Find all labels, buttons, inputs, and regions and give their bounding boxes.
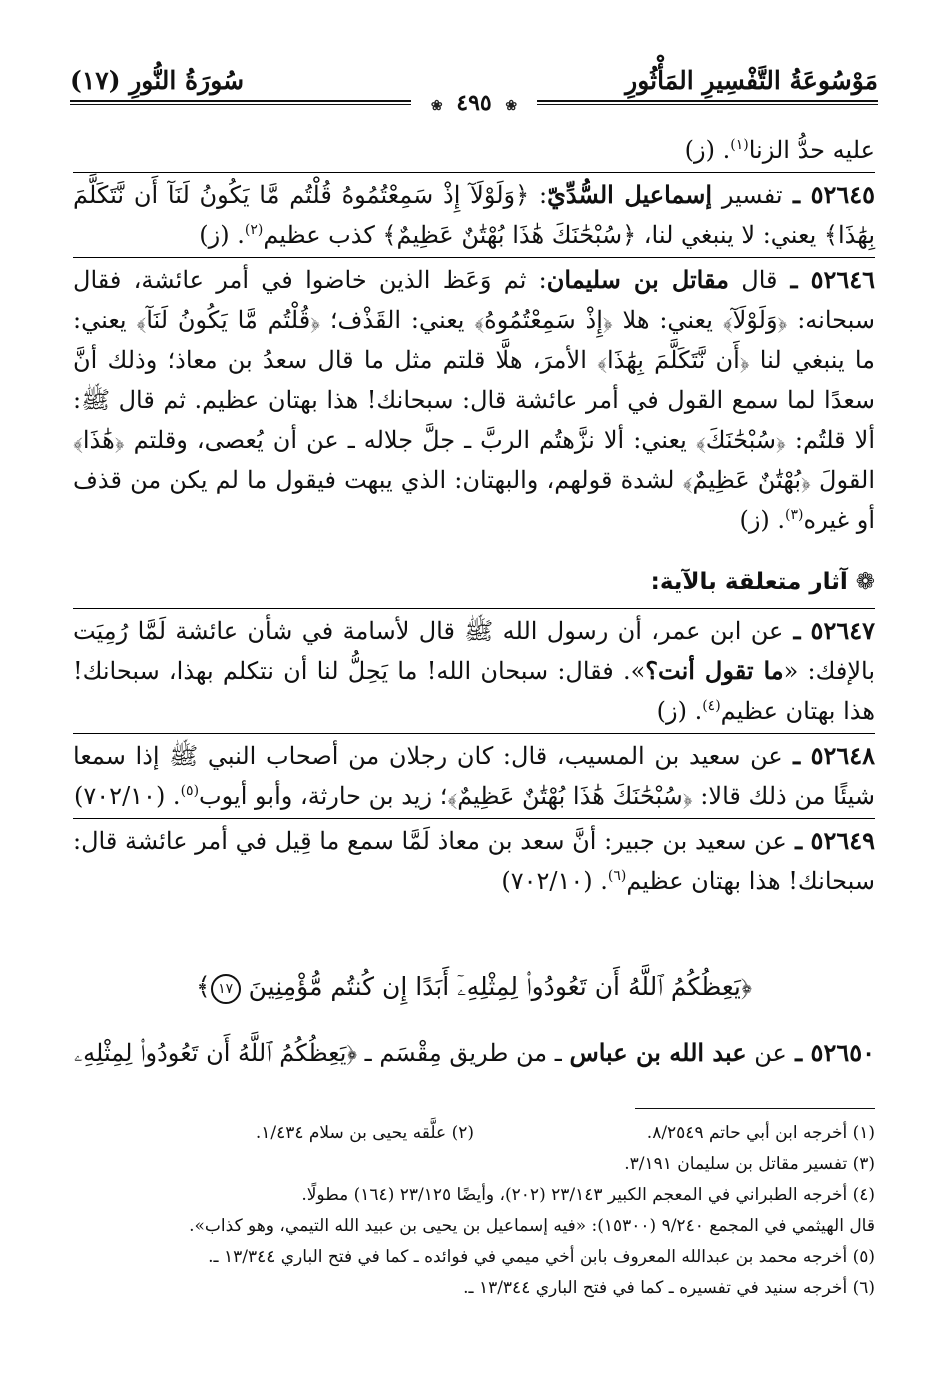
ornament-icon: ❀ [430, 98, 443, 114]
footnote-5: (٥) أخرجه محمد بن عبدالله المعروف بابن أخي ميمي في فوائده ـ كما في فتح الباري ١٣/٣٤٤ ـ. [208, 1247, 875, 1267]
page-number-wrap [0, 90, 948, 116]
ornament-icon: ❀ [505, 98, 518, 114]
text: ـ من طريق مِقْسَم ـ ﴿يَعِظُكُمُ ٱللَّهُ أَن تَعُودُوا۟ لِمِثْلِهِۦ [74, 1039, 570, 1067]
text: . (ز) [739, 506, 786, 534]
footnote-6: (٦) أخرجه سنيد في تفسيره ـ كما في فتح الباري ١٣/٣٤٤ ـ. [463, 1278, 875, 1298]
entry-number: ٥٢٦٤٦ ـ [777, 265, 876, 294]
footnote-ref[interactable]: (٢) [244, 222, 264, 238]
footnote-row [73, 1118, 875, 1149]
text: ». فقال: سبحان الله! ما يَحِلُّ لنا أن نتكلم بهذا، سبحانك! هذا بهتان عظيم [73, 657, 875, 725]
entry-52648 [73, 736, 875, 816]
surah-title: سُورَةُ النُّورِ (١٧) [70, 65, 245, 95]
section-heading: ❁ آثار متعلقة بالآية: [650, 569, 875, 595]
verse-bracket: ﴾ [196, 972, 211, 1001]
entry-divider [73, 257, 875, 258]
entry-divider [73, 818, 875, 819]
text: عن سعيد بن جبير: أنَّ سعد بن معاذ لَمَّا سمع ما قِيل في أمر عائشة قال: سبحانك! هذا بهتان عظيم [73, 827, 875, 895]
entry-52650 [73, 1033, 875, 1073]
footnote-rule [635, 1108, 875, 1109]
text: . (ز) [684, 136, 731, 164]
footnote-ref[interactable]: (٦) [607, 868, 627, 884]
entry-divider [73, 172, 875, 173]
hadith-quote: ما تقول أنت؟ [645, 656, 784, 685]
verse-text: ﴿يَعِظُكُمُ ٱللَّهُ أَن تَعُودُوا۟ لِمِثْلِهِۦٓ أَبَدًا إِن كُنتُم مُّؤْمِنِينَ [248, 972, 752, 1001]
ayah-number-icon: ١٧ [211, 974, 241, 1004]
footnote-3: (٣) تفسير مقاتل بن سليمان ٣/١٩١. [624, 1154, 875, 1174]
text: . (٧٠٢/١٠) [74, 782, 181, 810]
entry-divider [73, 608, 875, 609]
footnote-2: (٢) علَّقه يحيى بن سلام ١/٤٣٤. [255, 1123, 474, 1143]
text: تفسير [712, 181, 783, 209]
entry-divider [73, 733, 875, 734]
entry-52647 [73, 611, 875, 731]
footnote-ref[interactable]: (٣) [785, 507, 804, 523]
footnote-ref[interactable]: (١) [730, 137, 749, 153]
entry-52645 [73, 175, 875, 255]
text: عن سعيد بن المسيب، قال: كان رجلان من أصحاب النبي ﷺ إذا سمعا شيئًا من ذلك قالا: ﴿سُبْحَٰنَكَ هَٰذَا بُهْتَٰنٌ عَظِيمٌ﴾؛ زيد بن حارثة، وأبو أيوب [73, 742, 875, 810]
entry-number: ٥٢٦٥٠ ـ [786, 1038, 875, 1067]
entry-number: ٥٢٦٤٨ ـ [782, 741, 876, 770]
footnote-ref[interactable]: (٤) [702, 698, 721, 714]
text: عن ابن عمر، أن رسول الله ﷺ قال لأسامة في شأن عائشة لَمَّا رُمِيَت بالإفك: « [73, 617, 876, 685]
text: . (ز) [199, 221, 245, 249]
text: : ﴿وَلَوْلَآ إِذْ سَمِعْتُمُوهُ قُلْتُم مَّا يَكُونُ لَنَآ أَن نَّتَكَلَّمَ بِهَٰذَا﴾ يعني: لا ينبغي لنا، ﴿سُبْحَٰنَكَ هَٰذَا بُهْتَٰنٌ عَظِيمٌ﴾ كذب عظيم [73, 181, 875, 249]
book-title: مَوْسُوعَةُ التَّفْسِيرِ المَأْثُورِ [625, 65, 878, 95]
footnote-4-note: قال الهيثمي في المجمع ٩/٢٤٠ (١٥٣٠٠): «فيه إسماعيل بن يحيى بن عبيد الله التيمي، وهو كذاب». [189, 1216, 875, 1236]
text: عليه حدُّ الزنا [748, 136, 875, 164]
entry-number: ٥٢٦٤٩ ـ [786, 826, 875, 855]
text: . (٧٠٢/١٠) [501, 867, 608, 895]
quran-verse [73, 967, 875, 1007]
narrator-name: عبد الله بن عباس [569, 1038, 747, 1067]
entry-number: ٥٢٦٤٥ ـ [782, 180, 876, 209]
entry-52646 [73, 260, 875, 540]
footnote-1: (١) أخرجه ابن أبي حاتم ٨/٢٥٤٩. [646, 1123, 875, 1143]
text: قال [729, 266, 778, 294]
main-text [73, 130, 875, 1073]
entry-52649 [73, 821, 875, 901]
footnote-4: (٤) أخرجه الطبراني في المعجم الكبير ٢٣/١٤٣ (٢٠٢)، وأيضًا ٢٣/١٢٥ (١٦٤) مطولًا. [301, 1185, 875, 1205]
text: عن [746, 1039, 787, 1067]
narrator-name: إسماعيل السُّدِّيّ [547, 180, 713, 209]
paragraph [73, 130, 875, 170]
footnote-ref[interactable]: (٥) [180, 783, 200, 799]
text: . (ز) [656, 697, 703, 725]
footnotes [73, 1118, 875, 1304]
page-number-value: ٤٩٥ [456, 90, 492, 116]
entry-number: ٥٢٦٤٧ ـ [783, 616, 875, 645]
text: : ثم وَعَظ الذين خاضوا في أمر عائشة، فقال سبحانه: ﴿وَلَوْلَآ﴾ يعني: هلا ﴿إِذْ سَمِعْتُمُوهُ﴾ يعني: القَذْف؛ ﴿قُلْتُم مَّا يَكُونُ لَنَآ﴾ يعني: ما ينبغي لنا ﴿أَن نَّتَكَلَّمَ بِهَٰذَا﴾ الأمرَ، هلَّا قلتم مثل ما قال سعدُ بن معاذ؛ وذلك أنَّ سعدًا لما سمع القول في أمر عائشة قال: سبحانك! هذا بهتان عظيم. ثم قال ﷺ: ألا قلتُم: ﴿سُبْحَٰنَكَ﴾ يعني: ألا نزَّهتُم الربَّ ـ جلَّ جلاله ـ عن أن يُعصى، وقلتم ﴿هَٰذَا﴾ القولَ ﴿بُهْتَٰنٌ عَظِيمٌ﴾ لشدة قولهم، والبهتان: الذي يبهت فيقول ما لم يكن من قذف أو غيره [73, 266, 875, 534]
page-number [411, 90, 537, 116]
narrator-name: مقاتل بن سليمان [546, 265, 729, 294]
